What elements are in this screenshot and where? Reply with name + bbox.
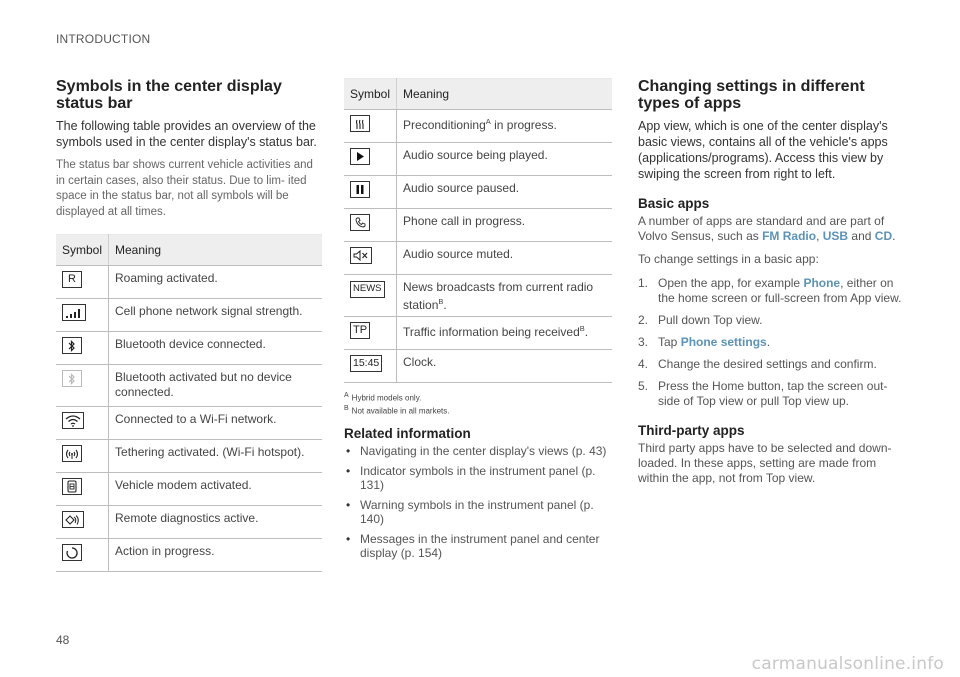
step-item: 4. Change the desired settings and confirm.: [638, 356, 877, 371]
play-icon: [350, 148, 370, 165]
meaning-cell: Tethering activated. (Wi-Fi hotspot).: [109, 440, 322, 473]
table-row: [344, 350, 612, 383]
meaning-cell: Audio source muted.: [397, 242, 612, 275]
lead-paragraph: The following table provides an overview of the symbols used in the center display's status bar.: [56, 119, 317, 149]
meaning-cell: News broadcasts from current radio station$^B$.: [397, 275, 612, 317]
watermark: carmanualsonline.info: [751, 654, 944, 674]
related-list: [344, 444, 612, 561]
table-row: [344, 143, 612, 176]
footnotes: [344, 391, 612, 416]
mute-icon: [350, 247, 372, 264]
header-symbol: Symbol: [344, 79, 397, 110]
signal-strength-icon: [62, 304, 86, 321]
meaning-cell: Bluetooth activated but no device connected.: [109, 365, 322, 407]
meaning-cell: Clock.: [397, 350, 612, 383]
table-row: [56, 440, 322, 473]
table-row: [56, 332, 322, 365]
hotspot-icon: [62, 445, 82, 462]
pause-icon: [350, 181, 370, 198]
table-row: [56, 506, 322, 539]
news-icon: NEWS: [350, 281, 385, 298]
wifi-icon: [62, 412, 84, 429]
table-row: [344, 176, 612, 209]
table-row: [56, 299, 322, 332]
related-link[interactable]: • Warning symbols in the instrument panel (p. 140): [344, 498, 612, 527]
table-row: [344, 209, 612, 242]
table-row: [56, 365, 322, 407]
meaning-cell: Audio source being played.: [397, 143, 612, 176]
header-meaning: Meaning: [397, 79, 612, 110]
modem-icon: [62, 478, 82, 495]
table-row: [56, 266, 322, 299]
meaning-cell: Preconditioning$^A$ in progress.: [397, 110, 612, 143]
basic-apps-paragraph: A number of apps are standard and are part of Volvo Sensus, such as FM Radio, USB and CD.: [638, 214, 896, 243]
table-row: [56, 539, 322, 572]
footnote: $^A$ Hybrid models only.: [344, 392, 422, 403]
step-item: 3. Tap Phone settings.: [638, 334, 771, 349]
bluetooth-icon: [62, 337, 82, 354]
basic-apps-title: Basic apps: [638, 196, 710, 211]
meaning-cell: Audio source paused.: [397, 176, 612, 209]
traffic-info-icon: TP: [350, 322, 370, 339]
page-number: 48: [56, 633, 70, 647]
basic-apps-intro: To change settings in a basic app:: [638, 252, 819, 266]
clock-icon: 15:45: [350, 355, 382, 372]
table-row: [344, 110, 612, 143]
header-symbol: Symbol: [56, 235, 109, 266]
third-party-paragraph: Third party apps have to be selected and down- loaded. In these apps, setting are made from within the app, not from Top view.: [638, 440, 892, 485]
progress-icon: [62, 544, 82, 561]
app-settings-section: [638, 78, 906, 494]
table-row: [344, 317, 612, 350]
symbols-table-2: [344, 78, 612, 383]
meaning-cell: Connected to a Wi-Fi network.: [109, 407, 322, 440]
meaning-cell: Cell phone network signal strength.: [109, 299, 322, 332]
related-title: Related information: [344, 426, 471, 442]
footnote: $^B$ Not available in all markets.: [344, 404, 450, 416]
meaning-cell: Action in progress.: [109, 539, 322, 572]
step-item: 5. Press the Home button, tap the screen out- side of Top view or pull Top view up.: [638, 378, 888, 408]
section-title: Changing settings in different types of apps: [638, 78, 865, 112]
lead-paragraph: App view, which is one of the center display's basic views, contains all of the vehicle's apps (applications/programs). Access this view by swiping the screen from right to left.: [638, 119, 888, 181]
related-link[interactable]: • Navigating in the center display's views (p. 43): [344, 444, 612, 459]
meaning-cell: Phone call in progress.: [397, 209, 612, 242]
section-title: Symbols in the center display status bar: [56, 78, 282, 112]
step-item: 1. Open the app, for example Phone, either on the home screen or full-screen from App view.: [638, 275, 902, 305]
preconditioning-icon: [350, 115, 370, 132]
table-row: [56, 407, 322, 440]
meaning-cell: Bluetooth device connected.: [109, 332, 322, 365]
meaning-cell: Vehicle modem activated.: [109, 473, 322, 506]
header-meaning: Meaning: [109, 235, 322, 266]
related-link[interactable]: • Messages in the instrument panel and center display (p. 154): [344, 532, 612, 561]
bluetooth-inactive-icon: [62, 370, 82, 387]
table-row: [344, 275, 612, 317]
phone-icon: [350, 214, 370, 231]
steps-list: [638, 276, 906, 409]
symbols-table-1: [56, 234, 322, 572]
status-bar-symbols-continued: [344, 78, 612, 566]
table-row: [56, 473, 322, 506]
third-party-title: Third-party apps: [638, 422, 745, 438]
status-bar-symbols-section: [56, 78, 322, 572]
step-item: 2. Pull down Top view.: [638, 312, 763, 327]
related-link[interactable]: • Indicator symbols in the instrument panel (p. 131): [344, 464, 612, 493]
table-row: [344, 242, 612, 275]
roaming-icon: R: [62, 271, 82, 288]
meaning-cell: Traffic information being received$^B$.: [397, 317, 612, 350]
meaning-cell: Roaming activated.: [109, 266, 322, 299]
meaning-cell: Remote diagnostics active.: [109, 506, 322, 539]
section-header: INTRODUCTION: [56, 32, 151, 46]
body-paragraph: The status bar shows current vehicle activities and in certain cases, also their status. Due to lim- ited space in the status bar, not all symbols will be displayed at all times.: [56, 159, 313, 218]
remote-diagnostics-icon: [62, 511, 84, 528]
